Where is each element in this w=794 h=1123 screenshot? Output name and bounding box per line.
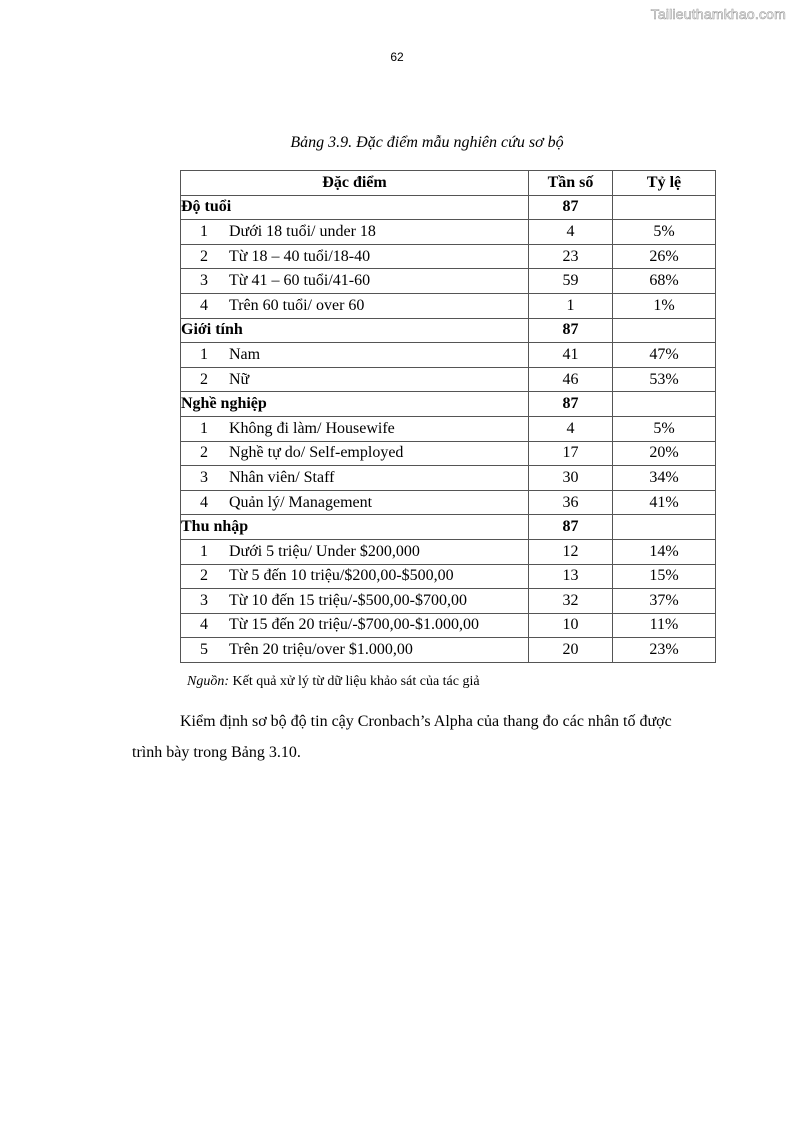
row-characteristic xyxy=(181,564,529,589)
body-paragraph xyxy=(132,706,722,768)
table-row xyxy=(181,343,716,368)
row-label: Dưới 5 triệu/ Under $200,000 xyxy=(229,542,420,560)
row-index: 5 xyxy=(200,641,208,659)
row-frequency: 10 xyxy=(529,613,613,638)
row-label: Trên 20 triệu/over $1.000,00 xyxy=(229,641,413,659)
row-frequency: 46 xyxy=(529,367,613,392)
row-percentage: 20% xyxy=(613,441,716,466)
row-index: 2 xyxy=(200,370,208,388)
table-row xyxy=(181,367,716,392)
row-frequency: 17 xyxy=(529,441,613,466)
row-index: 2 xyxy=(200,444,208,462)
row-frequency: 1 xyxy=(529,293,613,318)
paragraph-line-1: Kiểm định sơ bộ độ tin cậy Cronbach’s Alpha của thang đo các nhân tố được xyxy=(180,713,672,730)
table-header-row xyxy=(181,171,716,196)
row-index: 1 xyxy=(200,222,208,240)
row-percentage: 41% xyxy=(613,490,716,515)
table-source-note xyxy=(187,674,480,690)
row-frequency: 32 xyxy=(529,589,613,614)
row-index: 4 xyxy=(200,493,208,511)
table-row xyxy=(181,466,716,491)
row-label: Dưới 18 tuổi/ under 18 xyxy=(229,222,376,240)
group-row xyxy=(181,515,716,540)
group-total: 87 xyxy=(529,195,613,220)
row-index: 3 xyxy=(200,591,208,609)
table-caption: Bảng 3.9. Đặc điểm mẫu nghiên cứu sơ bộ xyxy=(290,134,564,151)
group-name: Thu nhập xyxy=(181,515,529,540)
row-frequency: 20 xyxy=(529,638,613,663)
watermark: Tailieuthamkhao.com xyxy=(650,6,786,22)
row-index: 1 xyxy=(200,542,208,560)
row-characteristic xyxy=(181,466,529,491)
row-characteristic xyxy=(181,416,529,441)
row-frequency: 30 xyxy=(529,466,613,491)
group-name: Giới tính xyxy=(181,318,529,343)
group-total: 87 xyxy=(529,515,613,540)
row-label: Không đi làm/ Housewife xyxy=(229,419,395,437)
row-frequency: 36 xyxy=(529,490,613,515)
table-row xyxy=(181,589,716,614)
table-row xyxy=(181,269,716,294)
page-number: 62 xyxy=(390,50,404,64)
table-row xyxy=(181,416,716,441)
row-characteristic xyxy=(181,490,529,515)
row-index: 1 xyxy=(200,419,208,437)
header-characteristic: Đặc điểm xyxy=(181,171,529,196)
row-characteristic xyxy=(181,343,529,368)
table-row xyxy=(181,613,716,638)
row-characteristic xyxy=(181,293,529,318)
row-percentage: 5% xyxy=(613,220,716,245)
row-characteristic xyxy=(181,269,529,294)
table-row xyxy=(181,564,716,589)
row-label: Nghề tự do/ Self-employed xyxy=(229,444,404,462)
row-frequency: 23 xyxy=(529,244,613,269)
row-index: 2 xyxy=(200,567,208,585)
table-row xyxy=(181,293,716,318)
row-label: Nhân viên/ Staff xyxy=(229,468,335,486)
group-percentage-empty xyxy=(613,392,716,417)
row-label: Từ 18 – 40 tuổi/18-40 xyxy=(229,247,371,265)
group-name: Độ tuổi xyxy=(181,195,529,220)
group-percentage-empty xyxy=(613,318,716,343)
source-text: Kết quả xử lý từ dữ liệu khảo sát của tác giả xyxy=(229,674,480,689)
group-row xyxy=(181,392,716,417)
paragraph-line-2: trình bày trong Bảng 3.10. xyxy=(132,744,301,761)
row-characteristic xyxy=(181,244,529,269)
group-total: 87 xyxy=(529,318,613,343)
row-percentage: 68% xyxy=(613,269,716,294)
source-prefix: Nguồn: xyxy=(187,674,229,689)
group-row xyxy=(181,195,716,220)
row-percentage: 47% xyxy=(613,343,716,368)
row-label: Trên 60 tuổi/ over 60 xyxy=(229,296,365,314)
row-label: Từ 15 đến 20 triệu/-$700,00-$1.000,00 xyxy=(229,616,479,634)
row-percentage: 1% xyxy=(613,293,716,318)
group-total: 87 xyxy=(529,392,613,417)
row-index: 4 xyxy=(200,296,208,314)
row-index: 3 xyxy=(200,272,208,290)
group-name: Nghề nghiệp xyxy=(181,392,529,417)
table-row xyxy=(181,220,716,245)
row-frequency: 13 xyxy=(529,564,613,589)
row-characteristic xyxy=(181,613,529,638)
row-label: Nam xyxy=(229,345,261,363)
row-characteristic xyxy=(181,539,529,564)
row-characteristic xyxy=(181,220,529,245)
header-frequency: Tần số xyxy=(529,171,613,196)
row-label: Từ 10 đến 15 triệu/-$500,00-$700,00 xyxy=(229,591,467,609)
sample-characteristics-table xyxy=(180,170,716,663)
table-row xyxy=(181,441,716,466)
row-frequency: 12 xyxy=(529,539,613,564)
row-percentage: 37% xyxy=(613,589,716,614)
row-label: Từ 5 đến 10 triệu/$200,00-$500,00 xyxy=(229,567,454,585)
table-row xyxy=(181,490,716,515)
group-row xyxy=(181,318,716,343)
row-percentage: 5% xyxy=(613,416,716,441)
row-percentage: 53% xyxy=(613,367,716,392)
row-percentage: 23% xyxy=(613,638,716,663)
row-frequency: 4 xyxy=(529,220,613,245)
row-percentage: 11% xyxy=(613,613,716,638)
row-index: 4 xyxy=(200,616,208,634)
row-label: Quản lý/ Management xyxy=(229,493,373,511)
header-percentage: Tỷ lệ xyxy=(613,171,716,196)
row-frequency: 59 xyxy=(529,269,613,294)
row-index: 3 xyxy=(200,468,208,486)
table-row xyxy=(181,539,716,564)
row-label: Nữ xyxy=(229,370,250,388)
row-frequency: 4 xyxy=(529,416,613,441)
table-row xyxy=(181,638,716,663)
row-label: Từ 41 – 60 tuổi/41-60 xyxy=(229,272,371,290)
row-percentage: 15% xyxy=(613,564,716,589)
row-characteristic xyxy=(181,441,529,466)
row-frequency: 41 xyxy=(529,343,613,368)
row-characteristic xyxy=(181,638,529,663)
row-percentage: 26% xyxy=(613,244,716,269)
table-body xyxy=(181,195,716,662)
row-characteristic xyxy=(181,367,529,392)
row-percentage: 34% xyxy=(613,466,716,491)
group-percentage-empty xyxy=(613,195,716,220)
group-percentage-empty xyxy=(613,515,716,540)
table-row xyxy=(181,244,716,269)
row-index: 2 xyxy=(200,247,208,265)
row-characteristic xyxy=(181,589,529,614)
row-percentage: 14% xyxy=(613,539,716,564)
row-index: 1 xyxy=(200,345,208,363)
